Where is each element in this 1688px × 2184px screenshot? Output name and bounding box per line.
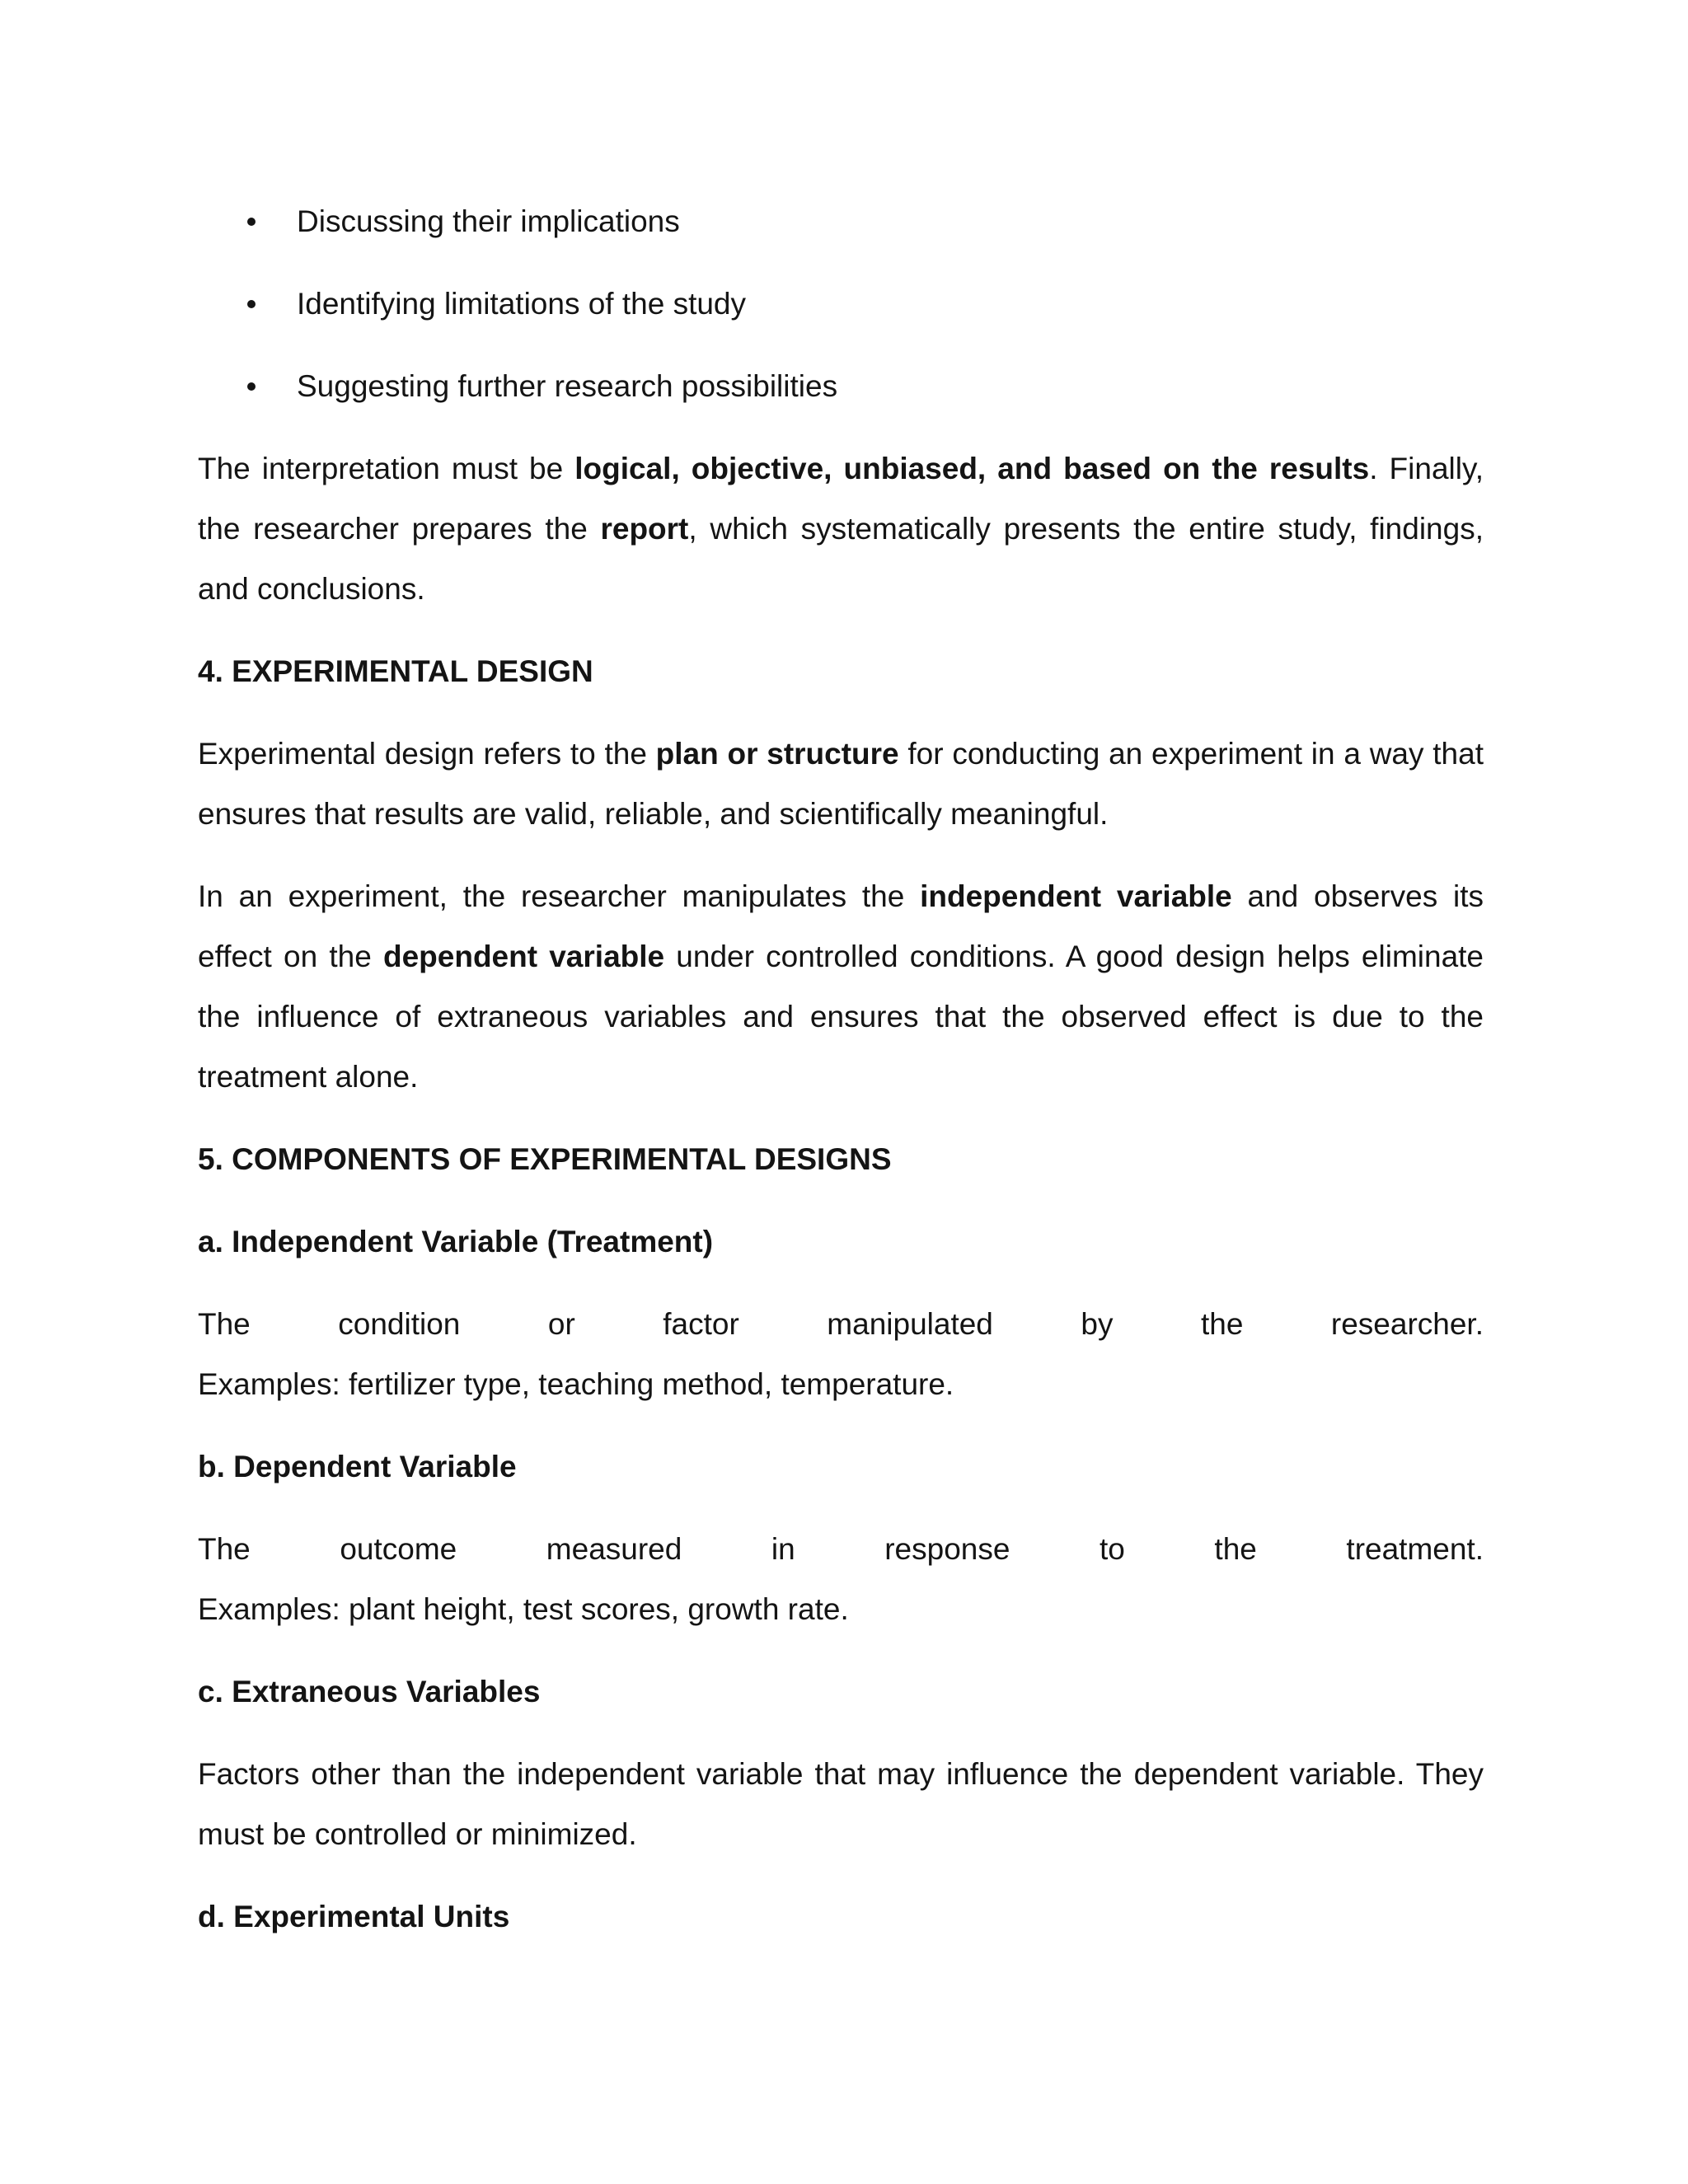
interpretation-emphasis-2: report bbox=[600, 512, 689, 546]
bullet-icon bbox=[247, 382, 256, 391]
independent-variable-definition: The condition or factor manipulated by the researcher. bbox=[198, 1307, 1484, 1341]
design-text-2: for conducting an experiment in a way that ensures that results are valid, reliable, and scientifically meaningful. bbox=[198, 737, 1484, 831]
list-item bbox=[198, 274, 1484, 334]
subheading-dependent-variable: b. Dependent Variable bbox=[198, 1450, 517, 1483]
interpretation-text-2: . Finally, the researcher prepares the bbox=[198, 452, 1484, 546]
experiment-emphasis-1: independent variable bbox=[920, 879, 1232, 913]
dependent-variable-examples: Examples: plant height, test scores, growth rate. bbox=[198, 1592, 849, 1626]
design-emphasis-1: plan or structure bbox=[655, 737, 899, 771]
bullet-icon bbox=[247, 218, 256, 226]
independent-variable-paragraph bbox=[198, 1294, 1484, 1414]
bullet-text: Discussing their implications bbox=[297, 204, 680, 238]
page-content bbox=[198, 191, 1484, 1969]
independent-variable-examples: Examples: fertilizer type, teaching method, temperature. bbox=[198, 1367, 954, 1401]
experiment-text-2: and observes its effect on the bbox=[198, 879, 1484, 973]
dependent-variable-definition: The outcome measured in response to the treatment. bbox=[198, 1532, 1484, 1566]
dependent-variable-paragraph bbox=[198, 1519, 1484, 1639]
experiment-emphasis-2: dependent variable bbox=[382, 940, 665, 973]
section-heading-components: 5. COMPONENTS OF EXPERIMENTAL DESIGNS bbox=[198, 1142, 892, 1176]
subheading-extraneous-variables: c. Extraneous Variables bbox=[198, 1675, 541, 1708]
bullet-text: Identifying limitations of the study bbox=[297, 287, 747, 321]
design-definition-paragraph bbox=[198, 724, 1484, 844]
interpretation-text-1: The interpretation must be bbox=[198, 452, 575, 485]
section-heading-experimental-design: 4. EXPERIMENTAL DESIGN bbox=[198, 654, 593, 688]
list-item bbox=[198, 191, 1484, 251]
bullet-text: Suggesting further research possibilities bbox=[297, 369, 838, 403]
experiment-paragraph bbox=[198, 866, 1484, 1107]
interpretation-emphasis-1: logical, objective, unbiased, and based on the results bbox=[574, 452, 1370, 485]
extraneous-variables-paragraph: Factors other than the independent variable that may influence the dependent variable. They must be controlled or minimized. bbox=[198, 1757, 1484, 1851]
design-text-1: Experimental design refers to the bbox=[198, 737, 656, 771]
interpretation-text-3: , which systematically presents the entire study, findings, and conclusions. bbox=[198, 512, 1484, 606]
bullet-icon bbox=[247, 300, 256, 308]
list-item bbox=[198, 356, 1484, 416]
experiment-text-1: In an experiment, the researcher manipulates the bbox=[198, 879, 921, 913]
subheading-experimental-units: d. Experimental Units bbox=[198, 1900, 510, 1933]
subheading-independent-variable: a. Independent Variable (Treatment) bbox=[198, 1225, 714, 1258]
interpretation-paragraph bbox=[198, 438, 1484, 619]
experiment-text-3: under controlled conditions. A good design helps eliminate the influence of extraneous variables and ensures that the observed effect is due to the treatment alone. bbox=[198, 940, 1484, 1094]
bullet-list bbox=[198, 191, 1484, 416]
